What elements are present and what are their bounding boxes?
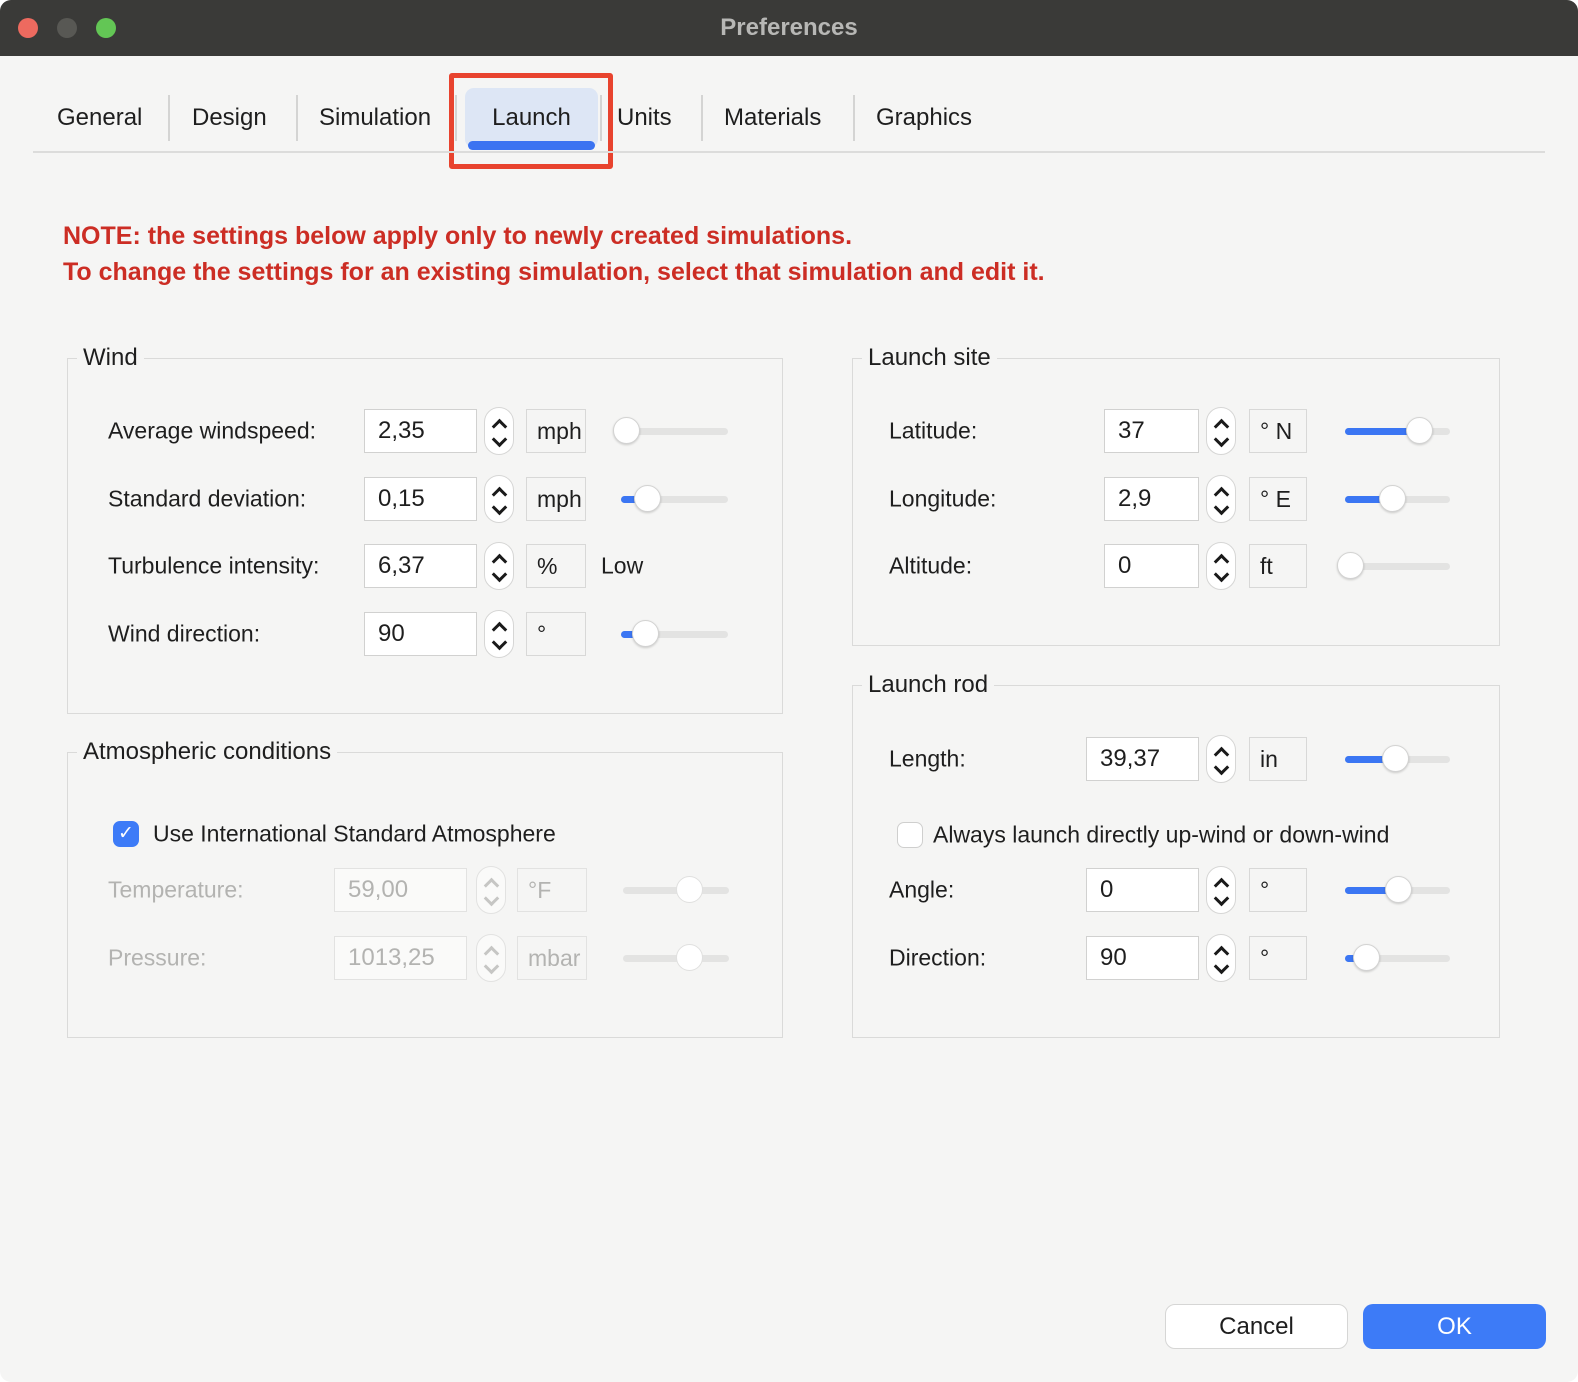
rod-length-spinner[interactable] bbox=[1206, 735, 1236, 783]
spinner-down-icon[interactable] bbox=[491, 432, 507, 448]
rod-direction-spinner[interactable] bbox=[1206, 934, 1236, 982]
tab-simulation[interactable]: Simulation bbox=[319, 104, 432, 131]
tabbar-divider bbox=[33, 151, 1545, 153]
spinner-down-icon[interactable] bbox=[491, 500, 507, 516]
launch-rod-group bbox=[852, 671, 1500, 1038]
altitude-unit: ft bbox=[1249, 544, 1307, 588]
spinner-down-icon[interactable] bbox=[1213, 760, 1229, 776]
note-line-1: NOTE: the settings below apply only to newly created simulations. bbox=[63, 222, 853, 250]
slider-thumb bbox=[676, 876, 703, 903]
checkmark-icon: ✓ bbox=[118, 823, 134, 844]
note-text bbox=[63, 218, 1045, 290]
wind-group bbox=[67, 344, 783, 714]
rod-length-unit: in bbox=[1249, 737, 1307, 781]
rod-direction-unit: ° bbox=[1249, 936, 1307, 980]
always-launch-upwind-checkbox[interactable] bbox=[897, 822, 923, 848]
launch-site-group bbox=[852, 344, 1500, 646]
average-windspeed-input[interactable] bbox=[364, 409, 477, 453]
latitude-label: Latitude: bbox=[889, 417, 978, 444]
wind-direction-row bbox=[68, 611, 782, 657]
standard-deviation-row bbox=[68, 476, 782, 522]
rod-length-input[interactable] bbox=[1086, 737, 1199, 781]
rod-length-row bbox=[853, 736, 1499, 782]
spinner-down-icon[interactable] bbox=[491, 635, 507, 651]
rod-angle-label: Angle: bbox=[889, 876, 955, 903]
latitude-input[interactable] bbox=[1104, 409, 1199, 453]
rod-direction-input[interactable] bbox=[1086, 936, 1199, 980]
slider-thumb[interactable] bbox=[1406, 417, 1433, 444]
turbulence-intensity-row bbox=[68, 543, 782, 589]
wind-group-title: Wind bbox=[77, 344, 144, 372]
upwind-checkbox-row bbox=[853, 812, 1499, 858]
wind-direction-label: Wind direction: bbox=[108, 620, 261, 647]
latitude-unit: ° N bbox=[1249, 409, 1307, 453]
tab-separator bbox=[168, 95, 170, 141]
temperature-unit: °F bbox=[517, 868, 587, 912]
tab-general[interactable]: General bbox=[57, 104, 143, 131]
altitude-row bbox=[853, 543, 1499, 589]
use-isa-label: Use International Standard Atmosphere bbox=[153, 820, 556, 847]
latitude-spinner[interactable] bbox=[1206, 407, 1236, 455]
tab-units[interactable]: Units bbox=[617, 104, 672, 131]
temperature-row bbox=[68, 867, 782, 913]
slider-thumb[interactable] bbox=[632, 620, 659, 647]
standard-deviation-input[interactable] bbox=[364, 477, 477, 521]
rod-angle-spinner[interactable] bbox=[1206, 866, 1236, 914]
rod-direction-label: Direction: bbox=[889, 944, 987, 971]
pressure-row bbox=[68, 935, 782, 981]
turbulence-level-text: Low bbox=[601, 552, 644, 579]
pressure-spinner bbox=[476, 934, 506, 982]
turbulence-intensity-input[interactable] bbox=[364, 544, 477, 588]
slider-thumb[interactable] bbox=[1379, 485, 1406, 512]
altitude-input[interactable] bbox=[1104, 544, 1199, 588]
wind-direction-input[interactable] bbox=[364, 612, 477, 656]
temperature-input bbox=[334, 868, 467, 912]
slider-thumb[interactable] bbox=[1337, 552, 1364, 579]
atmospheric-conditions-title: Atmospheric conditions bbox=[77, 738, 337, 766]
rod-length-label: Length: bbox=[889, 745, 966, 772]
wind-direction-slider[interactable] bbox=[621, 620, 728, 648]
always-launch-upwind-label: Always launch directly up-wind or down-wind bbox=[933, 821, 1390, 848]
turbulence-intensity-label: Turbulence intensity: bbox=[108, 552, 320, 579]
window-title: Preferences bbox=[720, 14, 858, 41]
wind-direction-spinner[interactable] bbox=[484, 610, 514, 658]
standard-deviation-slider[interactable] bbox=[621, 485, 728, 513]
altitude-label: Altitude: bbox=[889, 552, 973, 579]
cancel-button[interactable]: Cancel bbox=[1165, 1304, 1348, 1349]
turbulence-intensity-unit: % bbox=[526, 544, 586, 588]
longitude-spinner[interactable] bbox=[1206, 475, 1236, 523]
ok-button[interactable]: OK bbox=[1363, 1304, 1546, 1349]
tab-bar bbox=[0, 88, 1578, 148]
spinner-down-icon[interactable] bbox=[491, 567, 507, 583]
red-annotation-box bbox=[449, 73, 613, 169]
temperature-slider bbox=[623, 876, 729, 904]
temperature-label: Temperature: bbox=[108, 876, 244, 903]
slider-thumb[interactable] bbox=[1382, 745, 1409, 772]
wind-direction-unit: ° bbox=[526, 612, 586, 656]
longitude-row bbox=[853, 476, 1499, 522]
atmospheric-conditions-group bbox=[67, 738, 783, 1038]
slider-thumb[interactable] bbox=[613, 417, 640, 444]
tab-separator bbox=[701, 95, 703, 141]
pressure-input bbox=[334, 936, 467, 980]
slider-thumb[interactable] bbox=[634, 485, 661, 512]
longitude-input[interactable] bbox=[1104, 477, 1199, 521]
title-bar bbox=[0, 0, 1578, 56]
spinner-down-icon[interactable] bbox=[1213, 567, 1229, 583]
spinner-down-icon bbox=[483, 891, 499, 907]
use-isa-checkbox[interactable] bbox=[113, 821, 139, 847]
tab-materials[interactable]: Materials bbox=[724, 104, 822, 131]
slider-thumb bbox=[676, 944, 703, 971]
tab-separator bbox=[853, 95, 855, 141]
pressure-slider bbox=[623, 944, 729, 972]
longitude-unit: ° E bbox=[1249, 477, 1307, 521]
standard-deviation-label: Standard deviation: bbox=[108, 485, 307, 512]
average-windspeed-label: Average windspeed: bbox=[108, 417, 316, 444]
launch-site-title: Launch site bbox=[862, 344, 997, 372]
spinner-down-icon[interactable] bbox=[1213, 959, 1229, 975]
note-line-2: To change the settings for an existing simulation, select that simulation and edit it. bbox=[63, 258, 1045, 286]
rod-angle-unit: ° bbox=[1249, 868, 1307, 912]
spinner-down-icon bbox=[483, 959, 499, 975]
rod-angle-row bbox=[853, 867, 1499, 913]
average-windspeed-unit: mph bbox=[526, 409, 586, 453]
tab-launch-label: Launch bbox=[492, 104, 571, 131]
isa-checkbox-row bbox=[68, 811, 782, 857]
rod-angle-slider[interactable] bbox=[1345, 876, 1450, 904]
latitude-row bbox=[853, 408, 1499, 454]
rod-angle-input[interactable] bbox=[1086, 868, 1199, 912]
slider-thumb[interactable] bbox=[1353, 944, 1380, 971]
rod-direction-row bbox=[853, 935, 1499, 981]
spinner-down-icon[interactable] bbox=[1213, 891, 1229, 907]
launch-rod-title: Launch rod bbox=[862, 671, 994, 699]
slider-thumb[interactable] bbox=[1385, 876, 1412, 903]
average-windspeed-spinner[interactable] bbox=[484, 407, 514, 455]
pressure-label: Pressure: bbox=[108, 944, 207, 971]
spinner-down-icon[interactable] bbox=[1213, 432, 1229, 448]
rod-direction-slider[interactable] bbox=[1345, 944, 1450, 972]
altitude-spinner[interactable] bbox=[1206, 542, 1236, 590]
average-windspeed-row bbox=[68, 408, 782, 454]
standard-deviation-unit: mph bbox=[526, 477, 586, 521]
pressure-unit: mbar bbox=[517, 936, 587, 980]
average-windspeed-slider[interactable] bbox=[621, 417, 728, 445]
tab-graphics[interactable]: Graphics bbox=[876, 104, 973, 131]
altitude-slider[interactable] bbox=[1345, 552, 1450, 580]
spinner-down-icon[interactable] bbox=[1213, 500, 1229, 516]
rod-length-slider[interactable] bbox=[1345, 745, 1450, 773]
turbulence-intensity-spinner[interactable] bbox=[484, 542, 514, 590]
tab-separator bbox=[296, 95, 298, 141]
temperature-spinner bbox=[476, 866, 506, 914]
tab-design[interactable]: Design bbox=[192, 104, 267, 131]
longitude-label: Longitude: bbox=[889, 485, 997, 512]
latitude-slider[interactable] bbox=[1345, 417, 1450, 445]
longitude-slider[interactable] bbox=[1345, 485, 1450, 513]
standard-deviation-spinner[interactable] bbox=[484, 475, 514, 523]
